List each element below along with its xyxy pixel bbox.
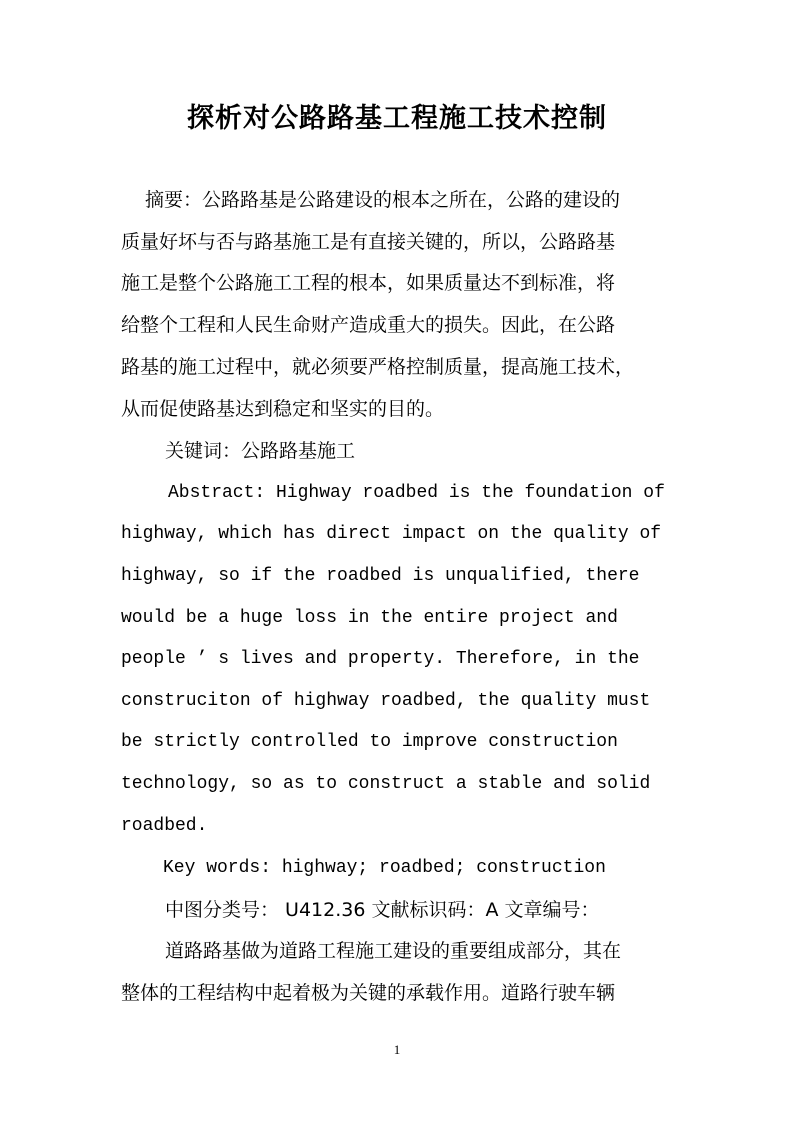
page-number: 1 bbox=[393, 1042, 401, 1057]
abstract-cn-line: 从而促使路基达到稳定和坚实的目的。 bbox=[121, 398, 445, 420]
classification-line: 中图分类号： U412.36 文献标识码：A 文章编号： bbox=[165, 899, 600, 921]
abstract-cn-line: 给整个工程和人民生命财产造成重大的损失。因此，在公路 bbox=[121, 314, 616, 336]
abstract-en-line: Abstract: Highway roadbed is the foundation of bbox=[168, 483, 665, 503]
abstract-en-line: roadbed. bbox=[121, 816, 208, 836]
abstract-en-line: highway, which has direct impact on the quality of bbox=[121, 524, 662, 544]
keywords-en: Key words: highway; roadbed; construction bbox=[163, 858, 606, 878]
abstract-en-line: would be a huge loss in the entire project and bbox=[121, 608, 618, 628]
keywords-cn: 关键词：公路路基施工 bbox=[165, 440, 356, 462]
abstract-en-line: be strictly controlled to improve construction bbox=[121, 732, 618, 752]
abstract-cn-line: 施工是整个公路施工工程的根本，如果质量达不到标准，将 bbox=[121, 272, 616, 294]
body-line: 道路路基做为道路工程施工建设的重要组成部分，其在 bbox=[165, 940, 622, 962]
abstract-cn-line: 质量好坏与否与路基施工是有直接关键的，所以，公路路基 bbox=[121, 231, 616, 253]
abstract-en-line: highway, so if the roadbed is unqualified, there bbox=[121, 566, 640, 586]
page-title: 探析对公路路基工程施工技术控制 bbox=[187, 103, 607, 134]
abstract-cn-line: 摘要：公路路基是公路建设的根本之所在，公路的建设的 bbox=[145, 189, 621, 211]
abstract-cn-line: 路基的施工过程中，就必须要严格控制质量，提高施工技术， bbox=[121, 356, 635, 378]
abstract-en-line: technology, so as to construct a stable and solid bbox=[121, 774, 651, 794]
abstract-en-line: people ’ s lives and property. Therefore, in the bbox=[121, 649, 640, 669]
body-line: 整体的工程结构中起着极为关键的承载作用。道路行驶车辆 bbox=[121, 982, 616, 1004]
abstract-en-line: construciton of highway roadbed, the quality must bbox=[121, 691, 651, 711]
